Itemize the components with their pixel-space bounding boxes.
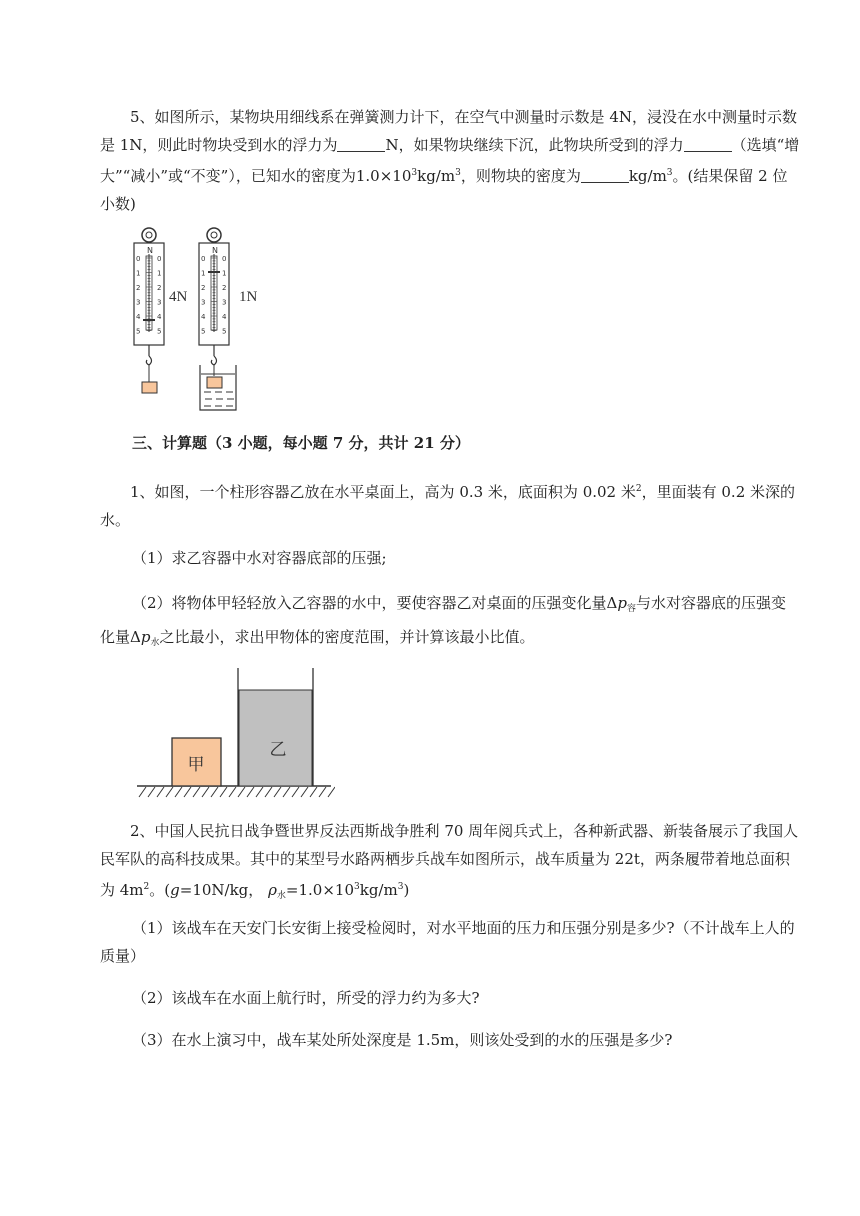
q2-rho-unit: kg/m xyxy=(359,881,398,899)
scale-tick-label: 1 xyxy=(157,269,162,278)
ground-hatch xyxy=(193,787,200,797)
ground-hatch xyxy=(220,787,227,797)
ground-hatch xyxy=(184,787,191,797)
q1-intro xyxy=(100,475,800,534)
q1-sub2-p1: p xyxy=(617,594,627,612)
ground-hatch xyxy=(166,787,173,797)
q2-intro-2: 。( xyxy=(149,881,171,899)
ground-hatch xyxy=(310,787,317,797)
ground-hatch xyxy=(157,787,164,797)
q2-sub2: （2）该战车在水面上航行时，所受的浮力约为多大? xyxy=(132,989,480,1007)
ground-hatch xyxy=(283,787,290,797)
right-scale-ring xyxy=(207,228,221,242)
q2-sub1: （1）该战车在天安门长安街上接受检阅时，对水平地面的压力和压强分别是多少?（不计战车上人的质量） xyxy=(100,919,795,965)
scale-tick-label: 4 xyxy=(201,313,206,321)
q1-sub2-b: 与水对容器底的压强变化量Δ xyxy=(100,594,787,646)
ground xyxy=(137,786,335,797)
q1-sub1: （1）求乙容器中水对容器底部的压强; xyxy=(132,549,387,567)
scale-tick-label: 1 xyxy=(201,269,206,278)
scale-tick-label: 3 xyxy=(136,298,141,307)
scale-tick-label: 1 xyxy=(136,269,141,278)
ground-hatch xyxy=(319,787,326,797)
q1-sub2 xyxy=(100,589,800,657)
scale-tick-label: 2 xyxy=(136,284,141,292)
ground-hatch xyxy=(238,787,245,797)
scale-tick-label: 3 xyxy=(222,298,227,307)
section-title: 三、计算题（3 小题，每小题 7 分，共计 21 分） xyxy=(132,434,470,452)
q2-intro xyxy=(100,817,800,910)
q1-sub2-c: 之比最小，求出甲物体的密度范围，并计算该最小比值。 xyxy=(159,628,535,646)
q2-g: g xyxy=(170,881,180,899)
q2-rho-unit-exp: 3 xyxy=(397,882,404,892)
q2-rho-exp: 3 xyxy=(354,882,360,892)
container-yi-label: 乙 xyxy=(269,740,287,760)
q5-density-exp: 3 xyxy=(411,168,418,178)
q1-sub2-a: （2）将物体甲轻轻放入乙容器的水中，要使容器乙对桌面的压强变化量Δ xyxy=(132,594,618,612)
q5-density-unit: kg/m xyxy=(417,167,456,185)
scale-tick-label: 2 xyxy=(201,284,206,292)
scale-tick-label: 4 xyxy=(136,313,141,321)
ground-hatch xyxy=(148,787,155,797)
q5-part1: 5、如图所示，某物块用细线系在弹簧测力计下，在空气中测量时示数是 4N，浸没在水中测量时示数是 1N，则此时物块受到水的浮力为 xyxy=(100,108,797,154)
ground-hatch xyxy=(301,787,308,797)
left-scale-ring xyxy=(142,228,156,242)
ground-hatch xyxy=(292,787,299,797)
ground-hatch xyxy=(265,787,272,797)
q2-intro-1: 2、中国人民抗日战争暨世界反法西斯战争胜利 70 周年阅兵式上，各种新武器、新装备展示了我国人民军队的高科技成果。其中的某型号水路两栖步兵战车如图所示，战车质量为 22t，两条履带着地总面积为 4m xyxy=(100,822,799,899)
block-jia-label: 甲 xyxy=(187,755,205,775)
q5-part2: N，如果物块继续下沉，此物块所受到的浮力 xyxy=(385,136,684,154)
scale-tick-label: 0 xyxy=(222,255,227,263)
container-yi-water xyxy=(239,690,312,786)
q5-text xyxy=(100,103,800,218)
q5-part6: 。(结果保留 2 位小数) xyxy=(100,167,788,213)
ground-hatch xyxy=(139,787,146,797)
q5-density-unit-exp: 3 xyxy=(455,168,461,178)
scale-tick-label: 3 xyxy=(201,298,206,307)
scale-tick-label: 5 xyxy=(157,327,162,336)
q2-rho-sub: 水 xyxy=(276,891,286,901)
right-scale-unit: N xyxy=(212,246,218,255)
scale-tick-label: 4 xyxy=(157,313,162,321)
scale-tick-label: 0 xyxy=(157,255,162,263)
q2-intro-3: ) xyxy=(403,881,410,899)
right-block xyxy=(207,377,222,388)
scale-tick-label: 2 xyxy=(222,284,227,292)
spring-scale-figure xyxy=(125,222,295,414)
ground-hatch xyxy=(211,787,218,797)
left-reading: 4N xyxy=(169,289,188,305)
q5-part4: ，则物块的密度为 xyxy=(460,167,581,185)
left-block xyxy=(142,382,157,393)
q5-part5-exp: 3 xyxy=(666,168,673,178)
ground-hatch xyxy=(274,787,281,797)
q2-intro-exp: 2 xyxy=(143,882,150,892)
q2-rho-val: =1.0×10 xyxy=(285,881,354,899)
scale-tick-label: 5 xyxy=(136,327,141,336)
q1-intro-1: 1、如图，一个柱形容器乙放在水平桌面上，高为 0.3 米，底面积为 0.02 米 xyxy=(130,483,636,501)
ground-hatch xyxy=(202,787,209,797)
scale-tick-label: 0 xyxy=(136,255,141,263)
q2-rho: ρ xyxy=(268,881,277,899)
scale-tick-label: 5 xyxy=(222,327,227,336)
q5-density-value: 1.0×10 xyxy=(355,167,412,185)
scale-tick-label: 2 xyxy=(157,284,162,292)
q1-sub2-p2: p xyxy=(140,628,151,646)
q1-sub2-s1: 容 xyxy=(627,604,637,614)
ground-hatch xyxy=(256,787,263,797)
q5-blank-1[interactable] xyxy=(337,135,385,152)
q2-g-val: =10N/kg， xyxy=(179,881,264,899)
ground-hatch xyxy=(247,787,254,797)
left-scale-unit: N xyxy=(147,246,153,255)
q2-sub3: （3）在水上演习中，战车某处所处深度是 1.5m，则该处受到的水的压强是多少? xyxy=(132,1031,673,1049)
container-figure xyxy=(135,664,335,802)
scale-tick-label: 1 xyxy=(222,269,227,278)
q5-blank-3[interactable] xyxy=(581,166,629,183)
scale-tick-label: 5 xyxy=(201,327,206,336)
q5-part5: kg/m xyxy=(628,167,667,185)
q1-intro-exp: 2 xyxy=(635,484,642,494)
scale-tick-label: 0 xyxy=(201,255,206,263)
q1-intro-2: ，里面装有 0.2 米深的水。 xyxy=(100,483,796,529)
q5-blank-2[interactable] xyxy=(684,135,732,152)
right-reading: 1N xyxy=(239,289,258,305)
q5-part3: （选填“增大”“减小”或“不变”），已知水的密度为 xyxy=(100,136,800,185)
scale-tick-label: 3 xyxy=(157,298,162,307)
ground-hatch xyxy=(328,787,335,797)
ground-hatch xyxy=(229,787,236,797)
ground-hatch xyxy=(175,787,182,797)
scale-tick-label: 4 xyxy=(222,313,227,321)
q1-sub2-s2: 水 xyxy=(150,638,160,648)
